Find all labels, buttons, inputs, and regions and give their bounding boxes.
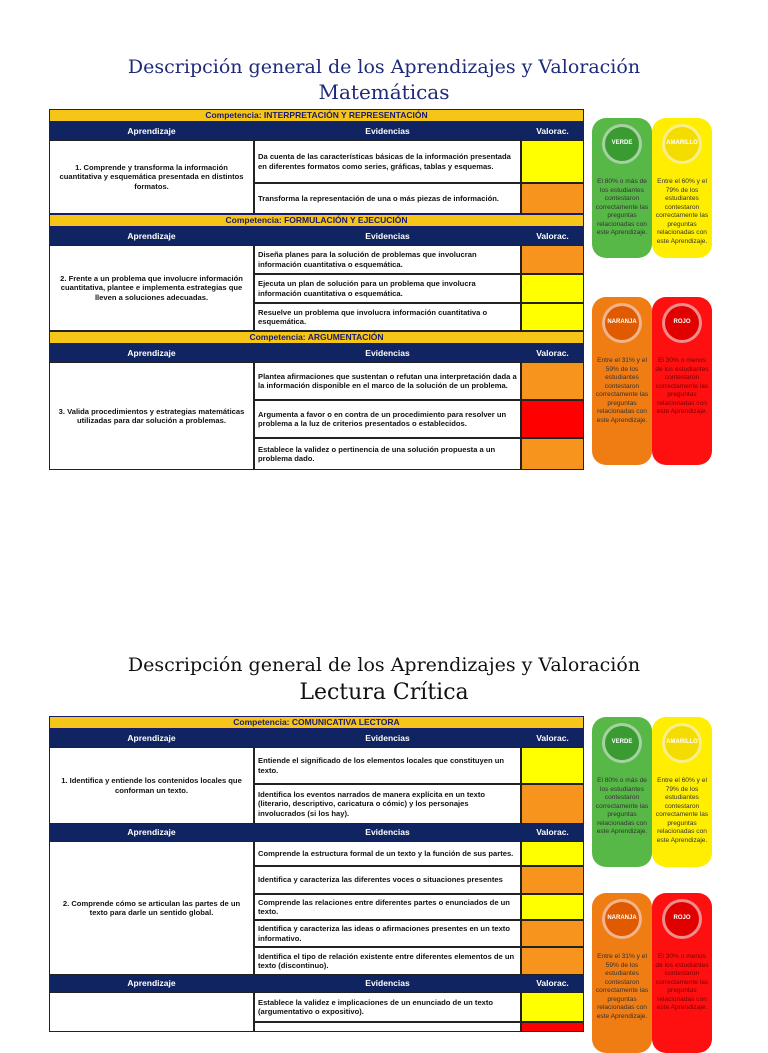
legend-amarillo — [652, 118, 712, 258]
legend-text: Entre el 31% y el 59% de los estudiantes contestaron correctamente las preguntas relacionadas con este Aprendizaje. — [595, 357, 649, 424]
legend-verde — [592, 717, 652, 867]
table-header — [49, 344, 584, 362]
legend-naranja — [592, 297, 652, 465]
header-valorac: Valorac. — [536, 125, 569, 136]
legend-text: Entre el 60% y el 79% de los estudiantes contestaron correctamente las preguntas relacionadas con este Aprendizaje. — [655, 777, 709, 844]
legend-text: El 80% o más de los estudiantes contestaron correctamente las preguntas relacionadas con este Aprendizaje. — [595, 777, 649, 836]
evidence-cell: Entiende el significado de los elementos locales que constituyen un texto. — [254, 747, 521, 784]
header-valorac: Valorac. — [536, 347, 569, 358]
legend-text: Entre el 60% y el 79% de los estudiantes contestaron correctamente las preguntas relacionadas con este Aprendizaje. — [655, 178, 709, 245]
valoracion-cell — [521, 894, 584, 920]
valoracion-cell — [521, 400, 584, 438]
competence-bar: Competencia: FORMULACIÓN Y EJECUCIÓN — [49, 214, 584, 227]
learning-cell: 3. Valida procedimientos y estrategias matemáticas utilizadas para dar solución a problemas. — [49, 362, 254, 470]
naranja-circle-icon: NARANJA — [602, 899, 642, 939]
legend-verde — [592, 118, 652, 258]
header-evidencias: Evidencias — [365, 125, 410, 136]
verde-circle-icon: VERDE — [602, 124, 642, 164]
header-aprendizaje: Aprendizaje — [127, 347, 176, 358]
header-aprendizaje: Aprendizaje — [127, 125, 176, 136]
header-aprendizaje: Aprendizaje — [127, 230, 176, 241]
learning-cell — [49, 992, 254, 1032]
legend-text: El 30% o menos de los estudiantes contestaron correctamente las preguntas relacionadas con este Aprendizaje. — [655, 953, 709, 1012]
header-evidencias: Evidencias — [365, 347, 410, 358]
header-valorac: Valorac. — [536, 732, 569, 743]
header-evidencias: Evidencias — [365, 978, 410, 989]
evidence-cell: Da cuenta de las características básicas de la información presentada en diferentes formatos como series, gráficas, tablas y esquemas. — [254, 140, 521, 183]
evidence-cell: Identifica y caracteriza las ideas o afirmaciones presentes en un texto informativo. — [254, 920, 521, 947]
header-aprendizaje: Aprendizaje — [127, 978, 176, 989]
valoracion-cell — [521, 841, 584, 866]
valoracion-cell — [521, 274, 584, 303]
valoracion-cell — [521, 992, 584, 1022]
header-evidencias: Evidencias — [365, 732, 410, 743]
table-header — [49, 227, 584, 245]
evidence-cell: Transforma la representación de una o más piezas de información. — [254, 183, 521, 214]
learning-cell: 2. Comprende cómo se articulan las partes de un texto para darle un sentido global. — [49, 841, 254, 975]
valoracion-cell — [521, 784, 584, 824]
legend-text: El 30% o menos de los estudiantes contestaron correctamente las preguntas relacionadas con este Aprendizaje. — [655, 357, 709, 416]
valoracion-cell — [521, 947, 584, 975]
evidence-cell: Comprende la estructura formal de un texto y la función de sus partes. — [254, 841, 521, 866]
table-header — [49, 729, 584, 747]
learning-cell: 2. Frente a un problema que involucre información cuantitativa, plantee e implementa estrategias que lleven a soluciones adecuadas. — [49, 245, 254, 331]
evidence-cell: Establece la validez e implicaciones de un enunciado de un texto (argumentativo o expositivo). — [254, 992, 521, 1022]
header-valorac: Valorac. — [536, 827, 569, 838]
competence-bar: Competencia: COMUNICATIVA LECTORA — [49, 716, 584, 729]
legend-text: Entre el 31% y el 59% de los estudiantes contestaron correctamente las preguntas relacionadas con este Aprendizaje. — [595, 953, 649, 1020]
learning-cell: 1. Comprende y transforma la información cuantitativa y esquemática presentada en distintos formatos. — [49, 140, 254, 214]
evidence-cell: Identifica el tipo de relación existente entre diferentes elementos de un texto (discontinuo). — [254, 947, 521, 975]
valoracion-cell — [521, 438, 584, 470]
valoracion-cell — [521, 140, 584, 183]
rojo-circle-icon: ROJO — [662, 303, 702, 343]
evidence-cell: Resuelve un problema que involucra información cuantitativa o esquemática. — [254, 303, 521, 331]
amarillo-circle-icon: AMARILLO — [662, 723, 702, 763]
rojo-circle-icon: ROJO — [662, 899, 702, 939]
valoracion-cell — [521, 245, 584, 274]
header-valorac: Valorac. — [536, 978, 569, 989]
legend-rojo — [652, 297, 712, 465]
evidence-cell: Comprende las relaciones entre diferentes partes o enunciados de un texto. — [254, 894, 521, 920]
lectura-title-line1: Descripción general de los Aprendizajes y Valoración — [127, 654, 641, 676]
table-header — [49, 824, 584, 841]
naranja-circle-icon: NARANJA — [602, 303, 642, 343]
competence-bar: Competencia: INTERPRETACIÓN Y REPRESENTACIÓN — [49, 109, 584, 122]
evidence-cell: Establece la validez o pertinencia de una solución propuesta a un problema dado. — [254, 438, 521, 470]
header-valorac: Valorac. — [536, 230, 569, 241]
evidence-cell: Plantea afirmaciones que sustentan o refutan una interpretación dada a la información disponible en el marco de la solución de un problema. — [254, 362, 521, 400]
evidence-cell: Diseña planes para la solución de problemas que involucran información cuantitativa o esquemática. — [254, 245, 521, 274]
competence-bar: Competencia: ARGUMENTACIÓN — [49, 331, 584, 344]
legend-naranja — [592, 893, 652, 1053]
verde-circle-icon: VERDE — [602, 723, 642, 763]
header-aprendizaje: Aprendizaje — [127, 827, 176, 838]
header-evidencias: Evidencias — [365, 230, 410, 241]
evidence-cell: Ejecuta un plan de solución para un problema que involucra información cuantitativa o esquemática. — [254, 274, 521, 303]
amarillo-circle-icon: AMARILLO — [662, 124, 702, 164]
evidence-cell: Identifica y caracteriza las diferentes voces o situaciones presentes — [254, 866, 521, 894]
table-header — [49, 122, 584, 140]
valoracion-cell — [521, 866, 584, 894]
evidence-cell: Identifica los eventos narrados de manera explícita en un texto (literario, descriptivo, caricatura o cómic) y los personajes involucrados (si los hay). — [254, 784, 521, 824]
valoracion-cell — [521, 303, 584, 331]
header-evidencias: Evidencias — [365, 827, 410, 838]
valoracion-cell — [521, 920, 584, 947]
lectura-title-line2: Lectura Crítica — [299, 680, 469, 705]
math-title-line2: Matemáticas — [318, 80, 450, 104]
legend-text: El 80% o más de los estudiantes contestaron correctamente las preguntas relacionadas con este Aprendizaje. — [595, 178, 649, 237]
valoracion-cell — [521, 183, 584, 214]
legend-rojo — [652, 893, 712, 1053]
math-title-line1: Descripción general de los Aprendizajes y Valoración — [127, 56, 641, 78]
evidence-cell: Argumenta a favor o en contra de un procedimiento para resolver un problema a la luz de criterios presentados o establecidos. — [254, 400, 521, 438]
valoracion-cell — [521, 362, 584, 400]
valoracion-cell — [521, 747, 584, 784]
legend-amarillo — [652, 717, 712, 867]
header-aprendizaje: Aprendizaje — [127, 732, 176, 743]
learning-cell: 1. Identifica y entiende los contenidos locales que conforman un texto. — [49, 747, 254, 824]
table-header — [49, 975, 584, 992]
